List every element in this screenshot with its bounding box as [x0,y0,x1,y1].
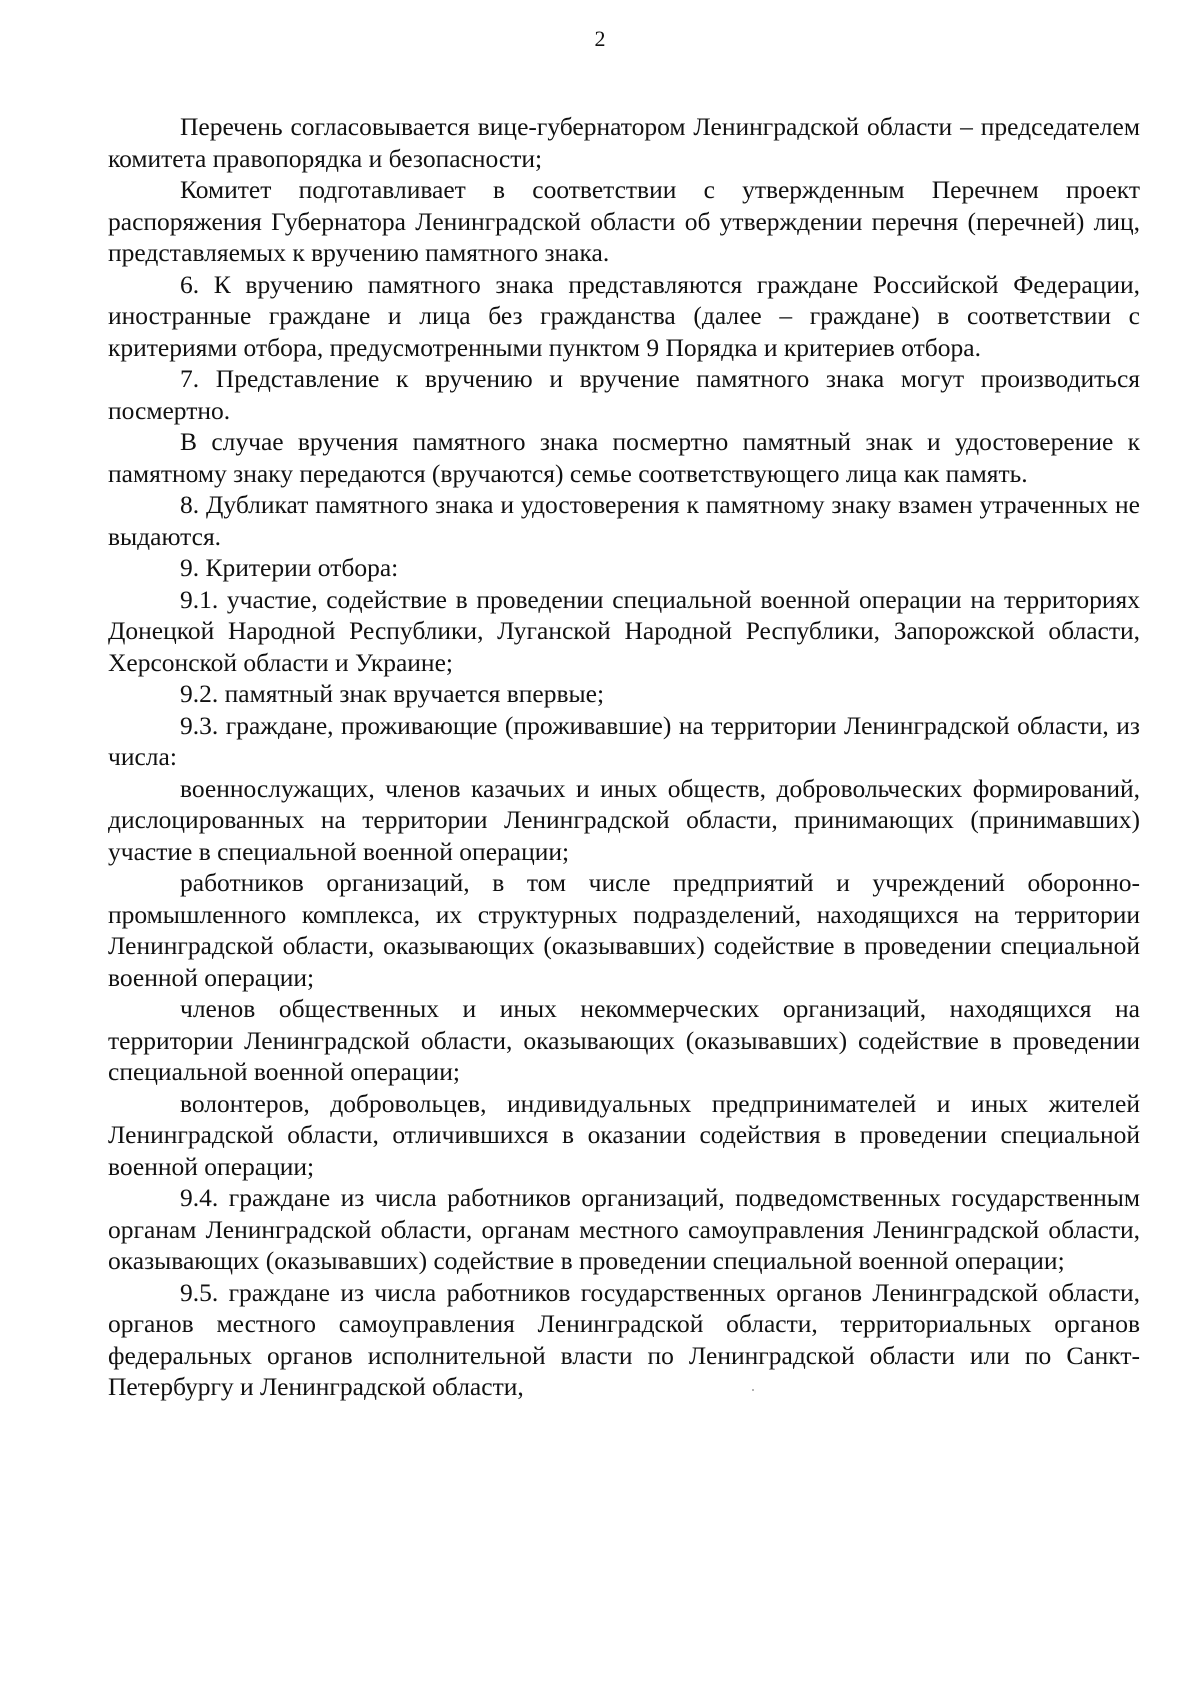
paragraph: волонтеров, добровольцев, индивидуальных предпринимателей и иных жителей Ленинградской области, отличившихся в оказании содействия в проведении специальной военной операции; [108,1088,1140,1181]
paragraph: Комитет подготавливает в соответствии с утвержденным Перечнем проект распоряжения Губернатора Ленинградской области об утверждении перечня (перечней) лиц, представляемых к вручению памятного знака. [108,175,1140,267]
scan-speck [752,1389,754,1391]
page-number: 2 [594,26,606,51]
document-body [108,111,1140,1403]
paragraph: В случае вручения памятного знака посмертно памятный знак и удостоверение к памятному знаку передаются (вручаются) семье соответствующего лица как память. [108,427,1140,488]
paragraph: 9.3. граждане, проживающие (проживавшие) на территории Ленинградской области, из числа: [108,710,1140,771]
paragraph: 6. К вручению памятного знака представляются граждане Российской Федерации, иностранные граждане и лица без гражданства (далее – граждане) в соответствии с критериями отбора, предусмотренными пунктом 9 Порядка и критериев отбора. [108,269,1140,362]
paragraph: 8. Дубликат памятного знака и удостоверения к памятному знаку взамен утраченных не выдаются. [108,490,1140,551]
paragraph: 9.5. граждане из числа работников государственных органов Ленинградской области, органов местного самоуправления Ленинградской области, территориальных органов федеральных органов исполнительной власти по Ленинградской области или по Санкт-Петербургу и Ленинградской области, [108,1277,1140,1401]
paragraph: Перечень согласовывается вице-губернатором Ленинградской области – председателем комитета правопорядка и безопасности; [108,112,1140,173]
paragraph: 9. Критерии отбора: [180,553,399,582]
paragraph: 9.2. памятный знак вручается впервые; [180,679,605,708]
paragraph: военнослужащих, членов казачьих и иных обществ, добровольческих формирований, дислоцированных на территории Ленинградской области, принимающих (принимавших) участие в специальной военной операции; [108,773,1140,866]
paragraph: 9.1. участие, содействие в проведении специальной военной операции на территориях Донецкой Народной Республики, Луганской Народной Республики, Запорожской области, Херсонской области и Украине; [108,584,1140,677]
paragraph: 7. Представление к вручению и вручение памятного знака могут производиться посмертно. [108,364,1140,425]
paragraph: членов общественных и иных некоммерческих организаций, находящихся на территории Ленинградской области, оказывающих (оказывавших) содействие в проведении специальной военной операции; [108,994,1140,1086]
paragraph: 9.4. граждане из числа работников организаций, подведомственных государственным органам Ленинградской области, органам местного самоуправления Ленинградской области, оказывающих (оказывавших) содействие в проведении специальной военной операции; [108,1183,1140,1275]
paragraph: работников организаций, в том числе предприятий и учреждений оборонно-промышленного комплекса, их структурных подразделений, находящихся на территории Ленинградской области, оказывающих (оказывавших) содействие в проведении специальной военной операции; [108,868,1140,992]
